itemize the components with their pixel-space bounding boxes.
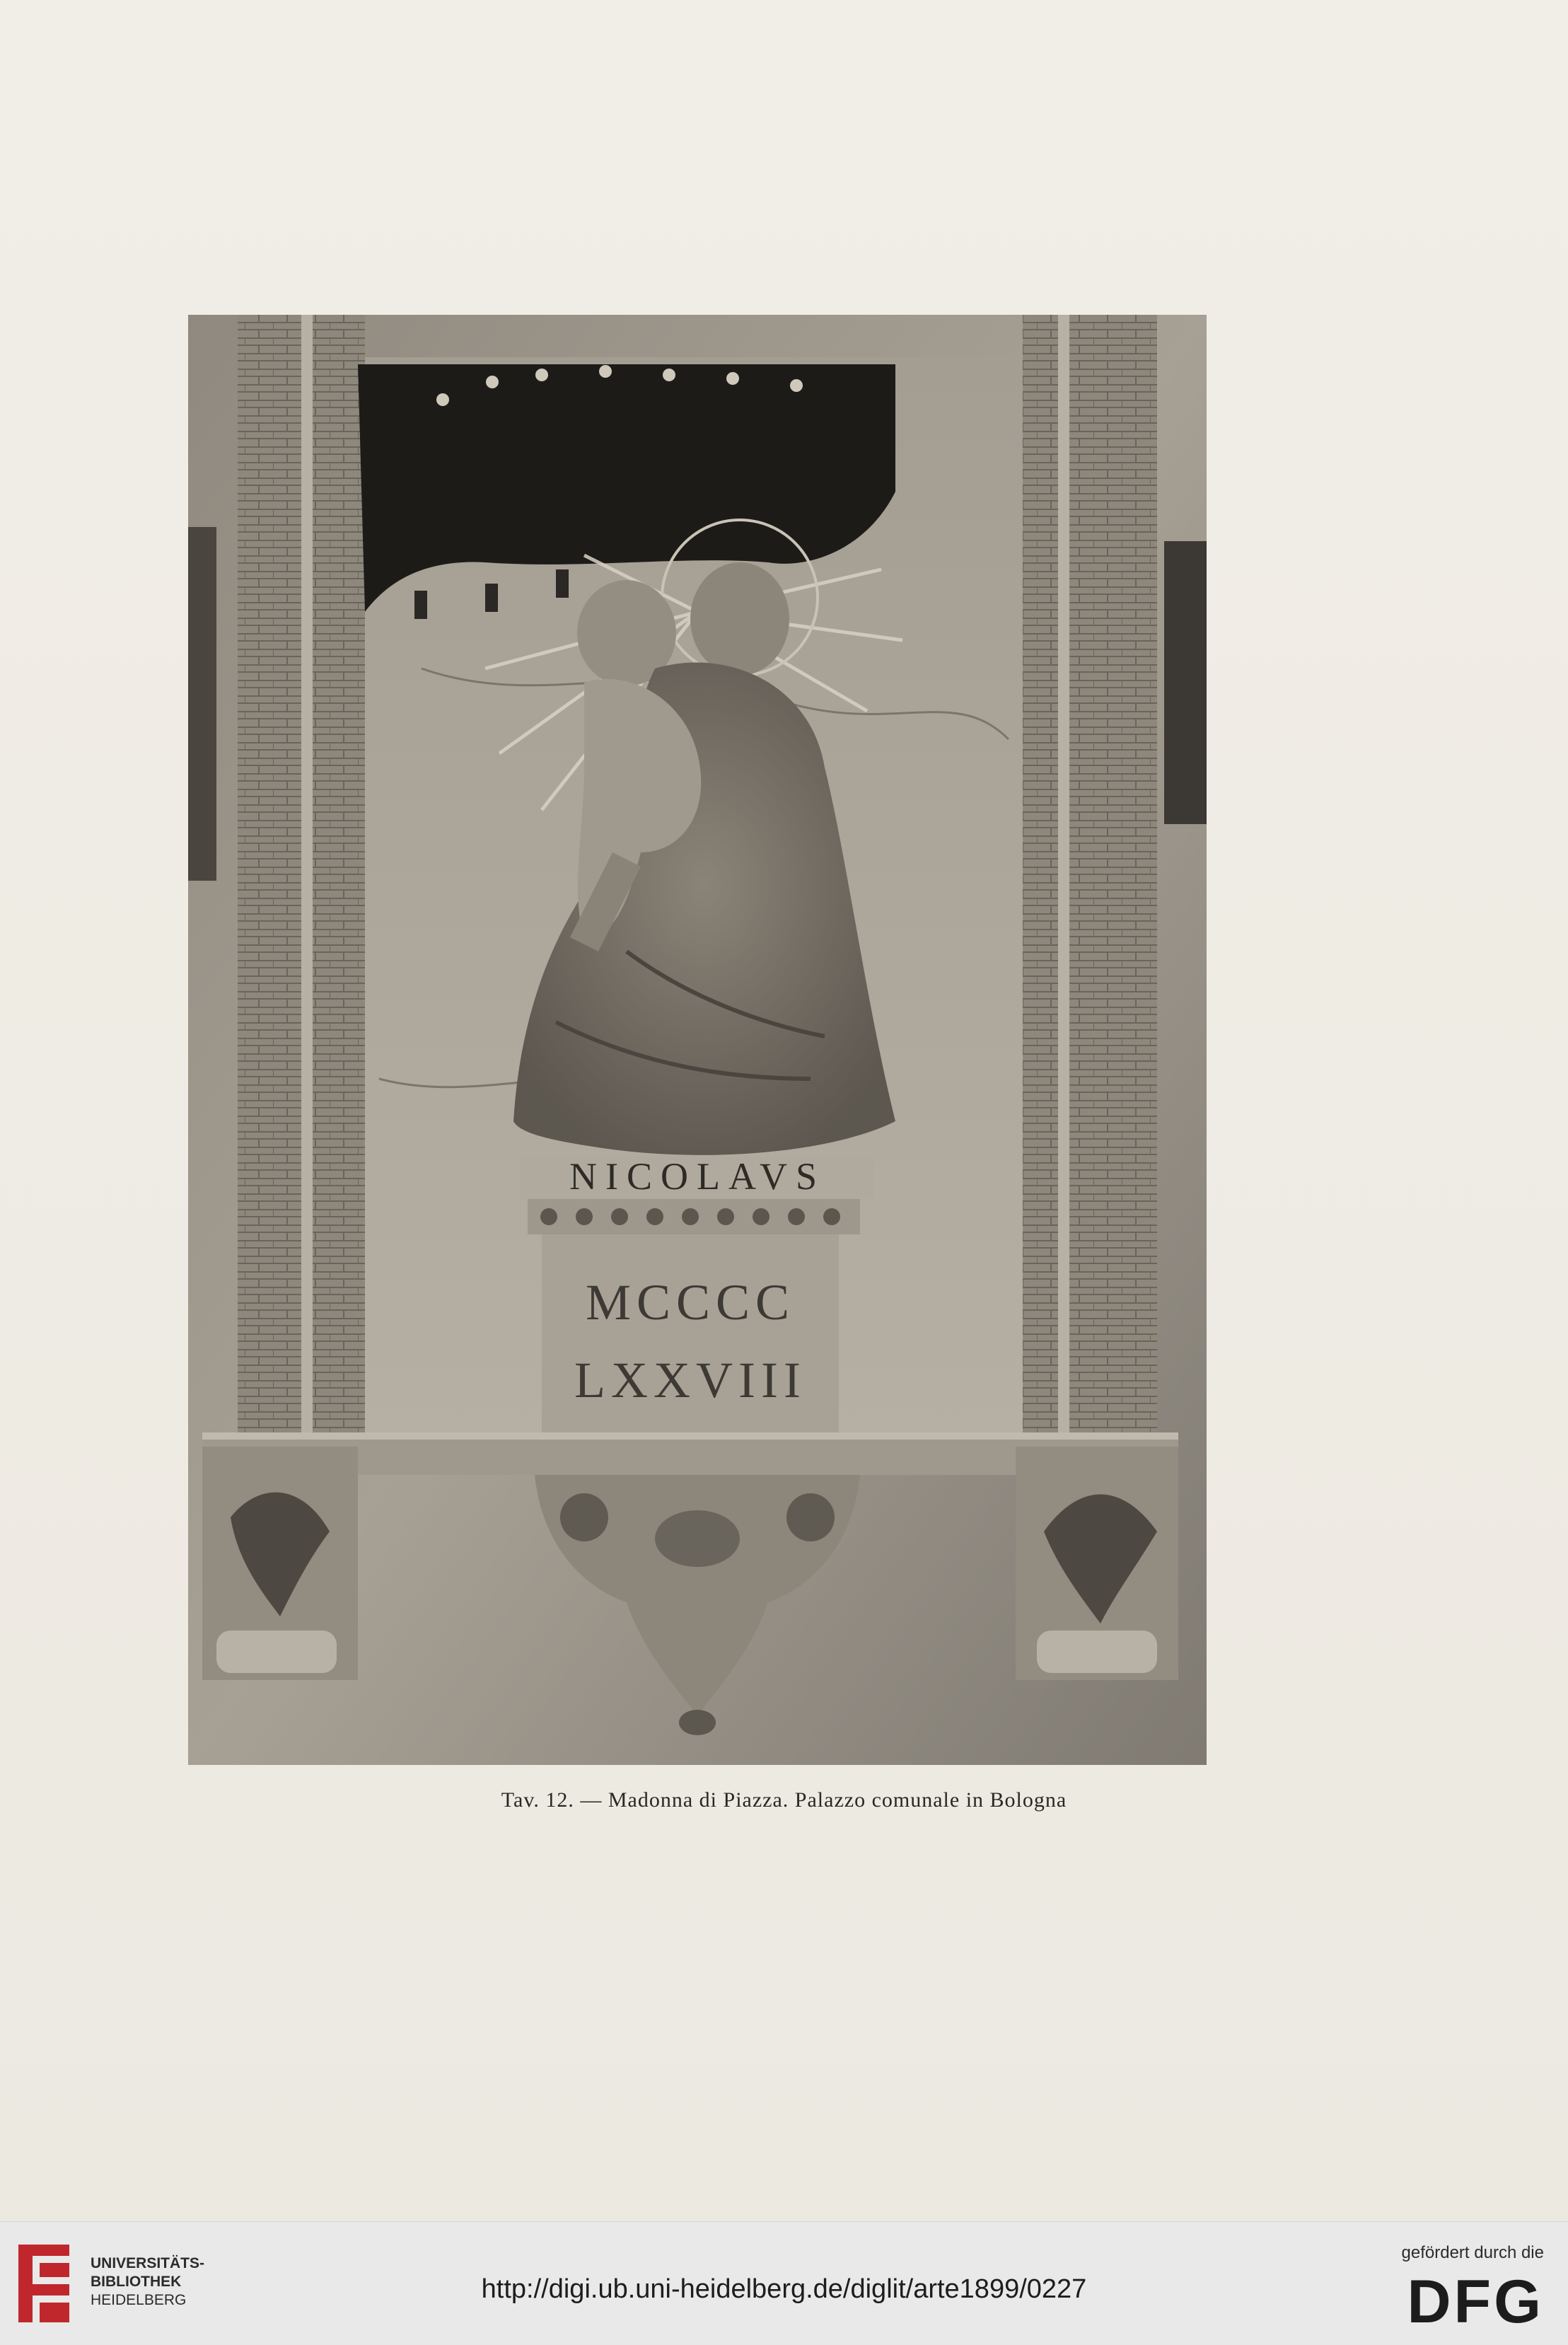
permalink-url[interactable]: http://digi.ub.uni-heidelberg.de/diglit/arte1899/0227 <box>481 2274 1087 2304</box>
photo-plate-madonna-di-piazza <box>188 315 1207 1765</box>
sponsor-label: gefördert durch die <box>1401 2243 1544 2262</box>
inscription-year-line1: MCCCC <box>585 1274 796 1331</box>
library-line-1: UNIVERSITÄTS- <box>91 2255 205 2271</box>
madonna-head <box>690 562 789 676</box>
plate-caption: Tav. 12. — Madonna di Piazza. Palazzo comunale in Bologna <box>501 1788 1067 1812</box>
footer-bar <box>0 2221 1568 2345</box>
inscription-year-line2: LXXVIII <box>574 1352 806 1408</box>
library-line-3: HEIDELBERG <box>91 2292 187 2308</box>
dfg-logo[interactable]: DFG <box>1407 2268 1544 2336</box>
library-line-2: BIBLIOTHEK <box>91 2274 182 2290</box>
right-pilaster <box>1023 315 1157 1432</box>
inscription-top-text: NICOLAVS <box>569 1155 826 1198</box>
